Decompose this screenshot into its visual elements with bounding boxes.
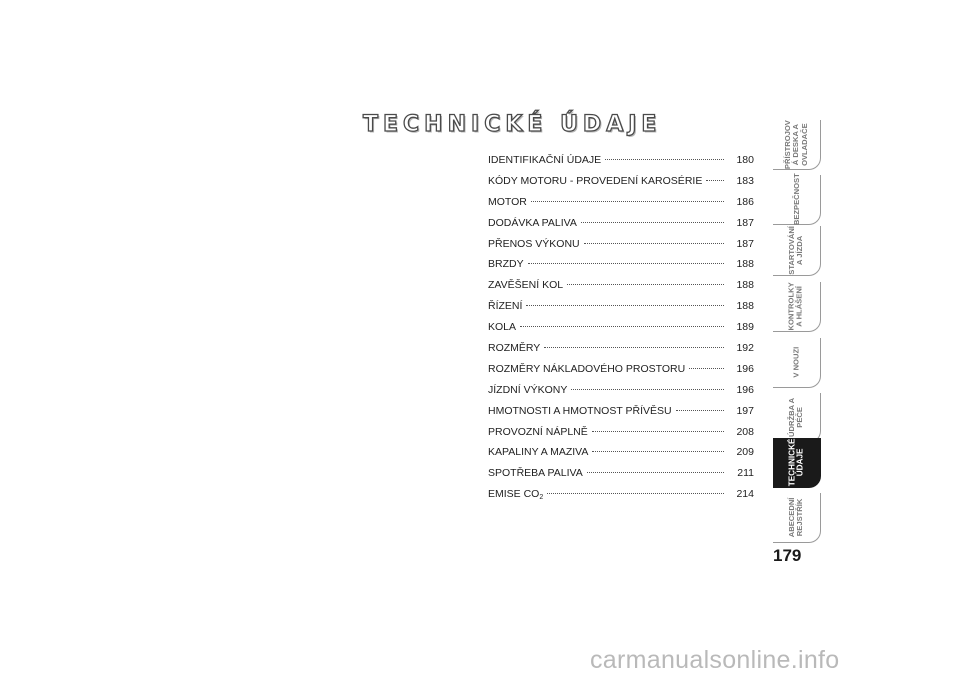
section-tab-label: BEZPEČNOST <box>791 173 801 226</box>
section-tab-label: PŘÍSTROJOV Á DESKA A OVLADAČE <box>782 120 809 169</box>
toc-entry-page: 197 <box>736 404 754 417</box>
section-tab[interactable] <box>773 338 821 388</box>
toc-leader-dots <box>571 389 724 390</box>
toc-entry[interactable] <box>488 359 754 380</box>
toc-entry-page: 187 <box>736 216 754 229</box>
toc-entry-page: 183 <box>736 174 754 187</box>
section-tab[interactable] <box>773 393 821 443</box>
toc-entry-label: EMISE $CO_2$ <box>488 488 544 502</box>
toc-entry-label: PROVOZNÍ NÁPLNĚ <box>488 425 588 438</box>
toc-entry-label: DODÁVKA PALIVA <box>488 216 577 229</box>
toc-entry-page: 180 <box>736 154 754 166</box>
toc-leader-dots <box>706 180 724 181</box>
toc-entry-page: 188 <box>736 279 754 292</box>
toc-entry-label: ROZMĚRY NÁKLADOVÉHO PROSTORU <box>488 362 686 375</box>
toc-entry-page: 196 <box>736 383 754 396</box>
toc-leader-dots <box>676 410 724 411</box>
toc-entry-page: 208 <box>736 425 754 438</box>
toc-leader-dots <box>531 201 724 202</box>
toc-leader-dots <box>581 222 724 223</box>
toc-entry[interactable] <box>488 296 754 317</box>
toc-leader-dots <box>689 368 724 369</box>
toc-leader-dots <box>587 472 724 473</box>
toc-entry[interactable] <box>488 484 754 505</box>
toc-entry-label: JÍZDNÍ VÝKONY <box>488 383 568 396</box>
section-tab-label: V NOUZI <box>791 347 801 378</box>
toc-entry-label: KOLA <box>488 321 517 334</box>
toc-entry-page: 188 <box>736 300 754 313</box>
toc-entry-subscript: 2 <box>539 494 544 502</box>
toc-entry[interactable] <box>488 422 754 443</box>
toc-entry-label: MOTOR <box>488 195 527 208</box>
toc-entry-page: 211 <box>737 467 754 480</box>
toc-leader-dots <box>528 263 724 264</box>
watermark: carmanualsonline.info <box>590 646 840 674</box>
toc-entry-label: ROZMĚRY <box>488 342 541 355</box>
table-of-contents <box>488 150 754 505</box>
toc-leader-dots <box>520 326 724 327</box>
section-tab-label: ÚDRŽBA A PÉČE <box>787 397 805 438</box>
toc-leader-dots <box>584 243 724 244</box>
toc-entry[interactable] <box>488 317 754 338</box>
toc-entry[interactable] <box>488 338 754 359</box>
toc-leader-dots <box>544 347 724 348</box>
toc-entry-page: 186 <box>736 195 754 208</box>
toc-entry-label: ŘÍZENÍ <box>488 300 523 313</box>
toc-entry-page: 196 <box>736 362 754 375</box>
toc-entry[interactable] <box>488 254 754 275</box>
section-tab-label: STARTOVÁNÍ A JÍZDA <box>787 226 805 275</box>
toc-entry[interactable] <box>488 442 754 463</box>
toc-entry[interactable] <box>488 401 754 422</box>
section-tab[interactable] <box>773 226 821 276</box>
toc-entry[interactable] <box>488 463 754 484</box>
toc-entry-label: KÓDY MOTORU - PROVEDENÍ KAROSÉRIE <box>488 174 703 187</box>
toc-entry-page: 192 <box>736 342 754 355</box>
toc-entry-label: PŘENOS VÝKONU <box>488 237 580 250</box>
toc-entry[interactable] <box>488 150 754 171</box>
toc-entry-label: HMOTNOSTI A HMOTNOST PŘÍVĚSU <box>488 404 672 417</box>
toc-entry[interactable] <box>488 171 754 192</box>
toc-entry[interactable] <box>488 275 754 296</box>
section-tab[interactable] <box>773 282 821 332</box>
toc-entry-label: KAPALINY A MAZIVA <box>488 446 589 459</box>
page-title: TECHNICKÉ ÚDAJE <box>363 112 662 137</box>
toc-entry-page: 187 <box>736 237 754 250</box>
toc-leader-dots <box>567 284 724 285</box>
toc-entry[interactable] <box>488 234 754 255</box>
toc-entry[interactable] <box>488 213 754 234</box>
toc-entry-page: 214 <box>736 488 754 501</box>
toc-entry-label: BRZDY <box>488 258 524 271</box>
toc-leader-dots <box>547 493 724 494</box>
section-tab-label: KONTROLKY A HLÁŠENÍ <box>787 282 805 331</box>
toc-entry-page: 189 <box>736 321 754 334</box>
toc-entry-label: ZAVĚŠENÍ KOL <box>488 279 564 292</box>
section-tab-label: TECHNICKÉ ÚDAJE <box>787 438 805 487</box>
toc-leader-dots <box>526 305 724 306</box>
toc-entry[interactable] <box>488 192 754 213</box>
toc-leader-dots <box>605 159 724 160</box>
toc-entry-label: IDENTIFIKAČNÍ ÚDAJE <box>488 154 602 166</box>
toc-leader-dots <box>592 431 724 432</box>
section-tab[interactable] <box>773 438 821 488</box>
section-tab-label: ABECEDNÍ REJSTŘÍK <box>787 497 805 538</box>
section-tab[interactable] <box>773 175 821 225</box>
toc-entry-label: SPOTŘEBA PALIVA <box>488 467 583 480</box>
toc-entry-page: 188 <box>736 258 754 271</box>
section-tab[interactable] <box>773 493 821 543</box>
toc-entry-page: 209 <box>736 446 754 459</box>
toc-leader-dots <box>592 451 724 452</box>
section-tab[interactable] <box>773 120 821 170</box>
toc-entry[interactable] <box>488 380 754 401</box>
page-number: 179 <box>773 546 802 565</box>
